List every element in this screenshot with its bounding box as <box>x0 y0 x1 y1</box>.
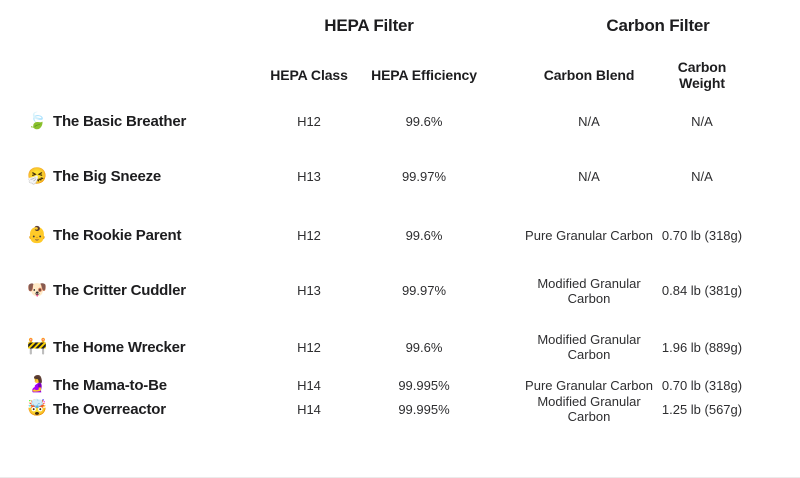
product-name: The Home Wrecker <box>53 338 186 356</box>
table-row <box>0 98 750 145</box>
column-header-hepa-efficiency: HEPA Efficiency <box>371 67 477 83</box>
carbon-weight-value: 1.25 lb (567g) <box>661 401 743 417</box>
hepa-efficiency-value: 99.97% <box>401 169 447 184</box>
carbon-weight-value: 1.96 lb (889g) <box>661 339 743 355</box>
hepa-efficiency-value: 99.97% <box>401 283 447 298</box>
product-name: The Critter Cuddler <box>53 282 186 299</box>
product-name: The Mama-to-Be <box>53 376 167 394</box>
product-cell <box>0 113 252 131</box>
pregnant-woman-emoji-icon: 🤰 <box>27 376 47 393</box>
carbon-weight-value: 0.84 lb (381g) <box>661 283 743 298</box>
product-cell <box>0 168 252 186</box>
leaf-emoji-icon: 🍃 <box>27 112 47 130</box>
carbon-weight-value: N/A <box>691 169 713 184</box>
hepa-class-value: H14 <box>297 401 321 417</box>
hepa-efficiency-value: 99.6% <box>405 114 443 129</box>
hepa-efficiency-value: 99.995% <box>398 401 450 417</box>
hepa-efficiency-value: 99.6% <box>405 339 443 355</box>
hepa-class-value: H12 <box>297 114 321 129</box>
exploding-head-emoji-icon: 🤯 <box>27 400 47 417</box>
group-header-carbon-filter: Carbon Filter <box>606 16 710 35</box>
hepa-class-value: H13 <box>297 283 321 298</box>
product-name: The Rookie Parent <box>53 227 182 244</box>
carbon-weight-value: N/A <box>691 114 713 129</box>
table-row <box>0 208 750 263</box>
product-cell <box>0 227 252 245</box>
group-header-hepa-filter: HEPA Filter <box>324 16 414 35</box>
column-header-carbon-weight: Carbon Weight <box>677 59 727 91</box>
product-name: The Basic Breather <box>53 113 187 130</box>
column-header-row <box>0 52 750 98</box>
dog-face-emoji-icon: 🐶 <box>27 281 47 299</box>
product-name: The Overreactor <box>53 400 166 418</box>
product-name: The Big Sneeze <box>53 168 162 185</box>
sneezing-face-emoji-icon: 🤧 <box>27 167 47 185</box>
construction-sign-emoji-icon: 🚧 <box>27 338 47 355</box>
carbon-weight-value: 0.70 lb (318g) <box>661 377 743 393</box>
hepa-efficiency-value: 99.6% <box>405 228 443 243</box>
column-header-hepa-class: HEPA Class <box>270 67 348 83</box>
product-cell <box>0 400 252 418</box>
product-cell <box>0 376 252 394</box>
table-row <box>0 394 750 424</box>
table-row <box>0 145 750 208</box>
hepa-efficiency-value: 99.995% <box>398 377 450 393</box>
hepa-class-value: H13 <box>297 169 321 184</box>
carbon-blend-value: Modified Granular Carbon <box>537 275 641 306</box>
product-cell <box>0 338 252 356</box>
carbon-blend-value: Modified Granular Carbon <box>537 332 641 362</box>
table-row <box>0 263 750 318</box>
table-row <box>0 376 750 394</box>
table-row <box>0 318 750 376</box>
hepa-class-value: H12 <box>297 339 321 355</box>
carbon-blend-value: Pure Granular Carbon <box>525 228 653 243</box>
baby-emoji-icon: 👶 <box>27 226 47 244</box>
column-header-carbon-blend: Carbon Blend <box>543 67 635 83</box>
carbon-blend-value: N/A <box>578 114 600 129</box>
carbon-blend-value: Pure Granular Carbon <box>525 377 653 393</box>
carbon-blend-value: N/A <box>578 169 600 184</box>
carbon-weight-value: 0.70 lb (318g) <box>661 228 743 243</box>
product-cell <box>0 282 252 300</box>
carbon-blend-value: Modified Granular Carbon <box>537 394 641 424</box>
hepa-class-value: H14 <box>297 377 321 393</box>
group-header-row <box>0 0 750 52</box>
hepa-class-value: H12 <box>297 228 321 243</box>
